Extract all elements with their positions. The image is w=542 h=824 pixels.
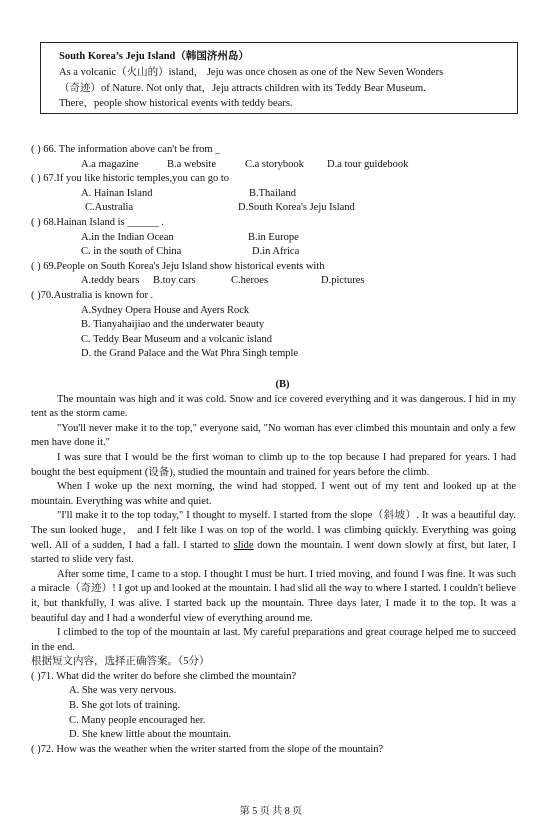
option-a: A.teddy bears [81,275,140,287]
passage-paragraph: I climbed to the top of the mountain at last. My careful preparations and great courage helped me to succeed in the end. [31,627,516,653]
option-b: B.Thailand [249,187,296,199]
option-d: D.pictures [321,275,365,287]
option-d: D.South Korea's Jeju Island [238,202,355,214]
question-66-stem: ( ) 66. The information above can't be from _ [31,144,221,155]
question-70-stem: ( )70.Australia is known for . [31,289,154,301]
question-68-options-row1 [31,231,521,246]
instruction: 根据短文内容，选择正确答案。（5分） [31,656,210,668]
info-box-line: As a volcanic（火山的）island， Jeju was once chosen as one of the New Seven Wonders [59,66,444,78]
option-b: B. Tianyahaijiao and the underwater beauty [81,319,265,331]
question-71-stem: ( )71. What did the writer do before she climbed the mountain? [31,670,297,682]
passage-paragraph: When I woke up the next morning, the wind had stopped. I went out of my tent and looked up at the mountain. Everything was white and quiet. [31,481,516,507]
question-list [31,143,521,362]
option-d: D. the Grand Palace and the Wat Phra Singh temple [81,348,299,360]
question-67-stem: ( ) 67.If you like historic temples,you can go to [31,173,229,185]
option-a: A. She was very nervous. [69,685,177,697]
underlined-word: slide [233,539,254,551]
passage-text: down the mountain. I went down slowly at first, but later, I started to slide very fast. [31,539,517,566]
option-a: A.Sydney Opera House and Ayers Rock [81,304,250,316]
info-box-line: There，people show historical events with teddy bears. [59,98,293,110]
section-title: (B) [275,379,290,390]
passage-paragraph: I was sure that I would be the first woman to climb up to the top because I had prepared for years. I had bought the best equipment (设备), studied the mountain and trained for years before the climb. [31,451,516,478]
option-a: A. Hainan Island [81,187,153,199]
option-b: B. She got lots of training. [69,700,181,712]
info-box-title: South Korea’s Jeju Island（韩国济州岛） [59,51,249,62]
question-72-stem: ( )72. How was the weather when the writer started from the slope of the mountain? [31,743,384,755]
option-b: B.in Europe [248,231,299,243]
option-a: A.in the Indian Ocean [81,231,174,243]
page-footer: 第 5 页 共 8 页 [239,806,303,817]
passage-paragraph: The mountain was high and it was cold. Snow and ice covered everything and it was dangerous. I hid in my tent as the storm came. [31,393,516,420]
question-67-options-row1 [31,187,521,202]
option-c: C. in the south of China [81,246,182,258]
option-d: D.in Africa [252,246,300,258]
question-69-options [31,274,521,289]
question-66-options [31,158,521,173]
option-c: C.heroes [231,275,269,287]
option-b: B.a website [167,158,216,170]
option-c: C.Australia [85,202,134,214]
reading-section-b [31,378,516,757]
question-68-stem: ( ) 68.Hainan Island is ______ . [31,216,164,228]
option-c: C. Teddy Bear Museum and a volcanic island [81,333,272,345]
passage-text: "I'll make it to the top today," I thought to myself. I started from the slope（斜坡）. It was a beautiful day. The sun looked huge， and I felt like I was on top of the world. I was climbing quickly. Everything was going well. All of a sudden, I had a fall. I started to [31,510,516,551]
info-box [40,42,518,114]
passage-paragraph: "You'll never make it to the top," everyone said, "No woman has ever climbed this mountain and only a few men have done it." [31,422,516,449]
passage-paragraph: After some time, I came to a stop. I thought I must be hurt. I tried moving, and found I was fine. It was such a miracle（奇迹）! I got up and looked at the mountain. I had slid all the way to where I started. I couldn't believe it, but thankfully, I was alive. I started back up the mountain. Three days later, I made it to the top. It was a beautiful day and I had a wonderful view of everything around me. [31,568,516,624]
passage-paragraph [31,509,516,567]
option-d: D. She knew little about the mountain. [69,729,232,741]
option-c: C.a storybook [245,158,304,170]
option-b: B.toy cars [153,275,196,287]
option-c: C. Many people encouraged her. [69,714,206,726]
question-69-stem: ( ) 69.People on South Korea's Jeju Island show historical events with [31,260,325,272]
info-box-line: （奇迹）of Nature. Not only that，Jeju attracts children with its Teddy Bear Museum. [59,82,426,94]
question-67-options-row2 [31,201,521,216]
question-68-options-row2 [31,245,521,260]
option-a: A.a magazine [81,158,139,170]
option-d: D.a tour guidebook [327,158,409,170]
